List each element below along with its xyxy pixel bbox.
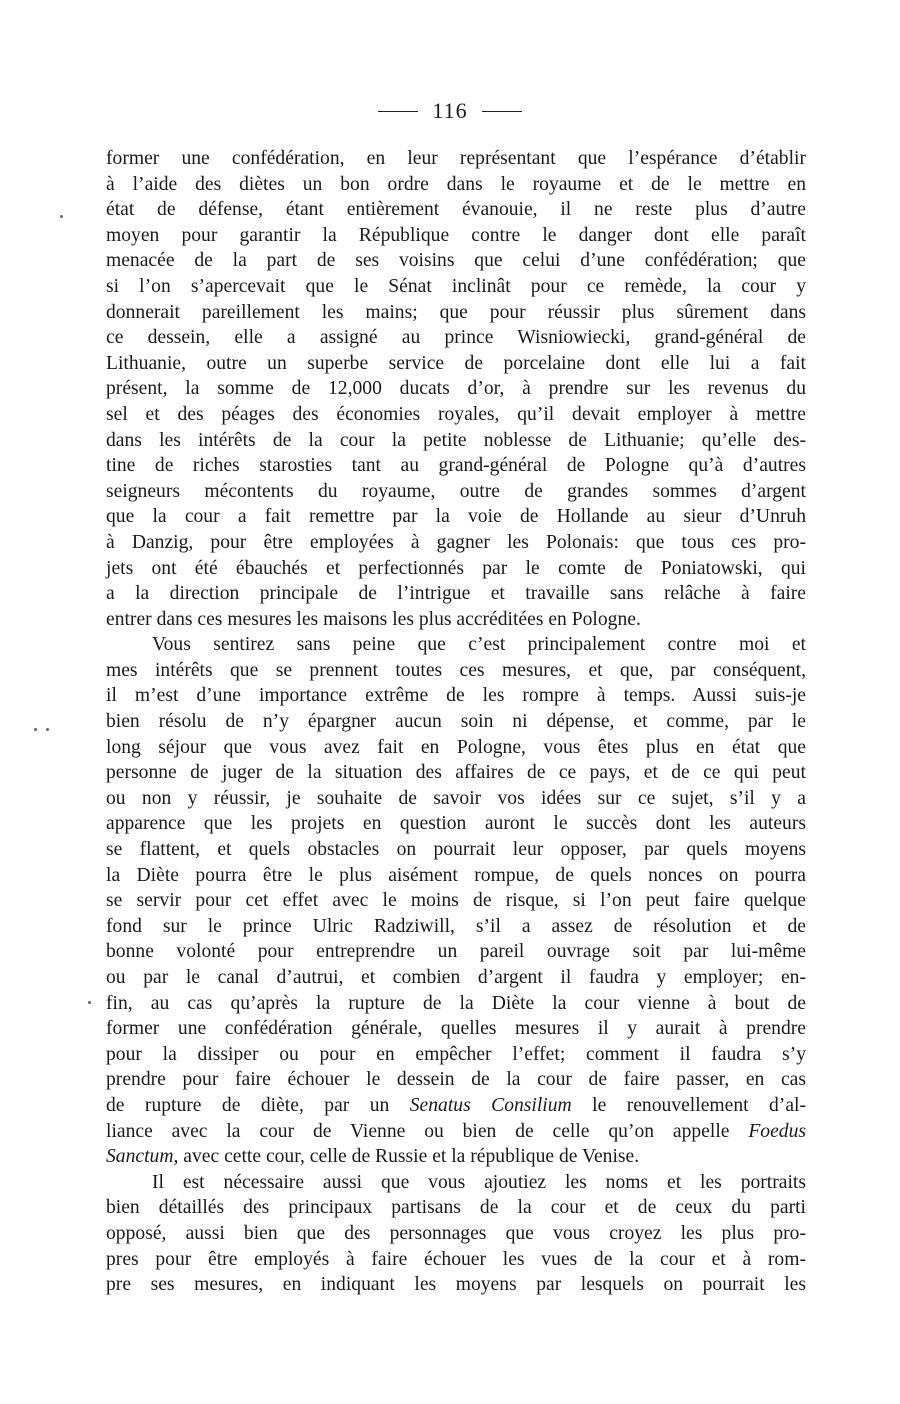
text-line: bien résolu de n’y épargner aucun soin ni dépense, et comme, par le (106, 711, 806, 733)
text-line: présent, la somme de 12,000 ducats d’or, à prendre sur les revenus du (106, 378, 806, 400)
header-rule-right (482, 111, 522, 112)
text-line: état de défense, étant entièrement évanouie, il ne reste plus d’autre (106, 199, 806, 221)
margin-speck (60, 215, 63, 218)
margin-speck (34, 728, 37, 731)
text-line: ou par le canal d’autrui, et combien d’argent il faudra y employer; en- (106, 967, 806, 988)
header-rule-left (378, 111, 418, 112)
text-line: se flattent, et quels obstacles on pourrait leur opposer, par quels moyens (106, 839, 806, 861)
page-header (0, 98, 900, 124)
text-line: sel et des péages des économies royales, qu’il devait employer à mettre (106, 403, 806, 425)
text-line: fond sur le prince Ulric Radziwill, s’il a assez de résolution et de (106, 915, 806, 937)
margin-speck (46, 728, 49, 731)
text-line (106, 1093, 806, 1119)
text-line: fin, au cas qu’après la rupture de la Diète la cour vienne à bout de (106, 992, 806, 1014)
italic-term: Senatus Consilium (409, 1094, 572, 1116)
text-line: opposé, aussi bien que des personnages que vous croyez les plus pro- (106, 1222, 806, 1244)
text-line: la Diète pourra être le plus aisément rompue, de quels nonces on pourra (106, 864, 806, 886)
italic-term: Sanctum (106, 1146, 174, 1168)
text-line: pres pour être employés à faire échouer les vues de la cour et à rom- (106, 1248, 806, 1270)
text-line: pour la dissiper ou pour en empêcher l’effet; comment il faudra s’y (106, 1043, 806, 1065)
text-line: pre ses mesures, en indiquant les moyens par lesquels on pourrait les (106, 1274, 806, 1296)
text-segment: de rupture de diète, par un (106, 1094, 410, 1116)
text-line: se servir pour cet effet avec le moins de risque, si l’on peut faire quelque (106, 890, 806, 912)
body-text (106, 146, 806, 1298)
text-line (106, 1144, 806, 1170)
text-line: ou non y réussir, je souhaite de savoir vos idées sur ce sujet, s’il y a (106, 787, 806, 809)
text-segment: le renouvellement d’al- (571, 1094, 806, 1116)
text-line (106, 1119, 806, 1145)
text-line: a la direction principale de l’intrigue et travaille sans relâche à faire (106, 583, 806, 605)
text-line: seigneurs mécontents du royaume, outre de grandes sommes d’argent (106, 480, 806, 502)
text-line: jets ont été ébauchés et perfectionnés par le comte de Poniatowski, qui (106, 557, 806, 579)
text-line: Il est nécessaire aussi que vous ajoutiez les noms et les portraits (152, 1171, 806, 1193)
italic-term: Foedus (748, 1120, 806, 1142)
text-line: à Danzig, pour être employées à gagner les Polonais: que tous ces pro- (106, 531, 806, 553)
text-segment: liance avec la cour de Vienne ou bien de celle qu’on appelle (106, 1120, 749, 1142)
text-line: former une confédération générale, quelles mesures il y aurait à prendre (106, 1018, 806, 1040)
text-line: bonne volonté pour entreprendre un pareil ouvrage soit par lui-même (106, 941, 806, 963)
text-line: entrer dans ces mesures les maisons les plus accréditées en Pologne. (106, 608, 641, 630)
text-line: former une confédération, en leur représentant que l’espérance d’établir (106, 148, 806, 169)
page-number: 116 (432, 98, 468, 123)
text-segment: , avec cette cour, celle de Russie et la république de Venise. (173, 1146, 640, 1168)
text-line: tine de riches starosties tant au grand-général de Pologne qu’à d’autres (106, 455, 806, 477)
text-line: moyen pour garantir la République contre le danger dont elle paraît (106, 224, 806, 246)
text-line: personne de juger de la situation des affaires de ce pays, et de ce qui peut (106, 762, 806, 784)
margin-speck (88, 1001, 91, 1004)
text-line: il m’est d’une importance extrême de les rompre à temps. Aussi suis-je (106, 685, 806, 707)
text-line: à l’aide des diètes un bon ordre dans le royaume et de le mettre en (106, 173, 806, 195)
text-line: si l’on s’apercevait que le Sénat inclinât pour ce remède, la cour y (106, 275, 806, 297)
text-line: apparence que les projets en question auront le succès dont les auteurs (106, 813, 806, 835)
text-line: dans les intérêts de la cour la petite noblesse de Lithuanie; qu’elle des- (106, 429, 806, 451)
text-line: long séjour que vous avez fait en Pologne, vous êtes plus en état que (106, 736, 806, 758)
text-line: mes intérêts que se prennent toutes ces mesures, et que, par conséquent, (106, 659, 806, 681)
text-line: ce dessein, elle a assigné au prince Wisniowiecki, grand-général de (106, 327, 806, 349)
text-line: bien détaillés des principaux partisans de la cour et de ceux du parti (106, 1197, 806, 1219)
text-line: Vous sentirez sans peine que c’est principalement contre moi et (152, 634, 806, 656)
text-line: prendre pour faire échouer le dessein de la cour de faire passer, en cas (106, 1069, 806, 1091)
text-line: que la cour a fait remettre par la voie de Hollande au sieur d’Unruh (106, 506, 806, 528)
text-line: menacée de la part de ses voisins que celui d’une confédération; que (106, 250, 806, 272)
text-line: Lithuanie, outre un superbe service de porcelaine dont elle lui a fait (106, 352, 806, 374)
text-line: donnerait pareillement les mains; que pour réussir plus sûrement dans (106, 301, 806, 323)
